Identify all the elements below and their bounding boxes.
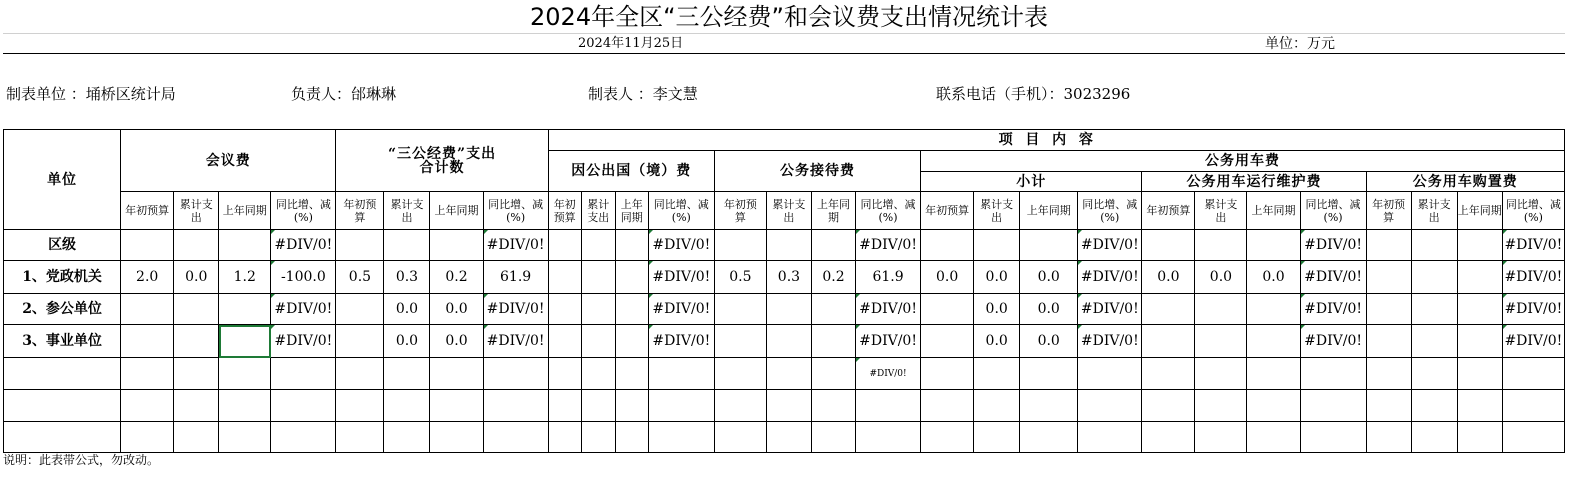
subheader-cumulative: 累计支 出 — [174, 192, 219, 230]
table-cell[interactable] — [581, 390, 615, 422]
table-cell[interactable]: 61.9 — [856, 261, 921, 294]
table-cell[interactable] — [1247, 390, 1300, 422]
table-cell[interactable] — [483, 390, 548, 422]
table-cell[interactable] — [174, 390, 219, 422]
table-cell[interactable] — [1195, 325, 1247, 358]
table-cell[interactable]: 0.0 — [1020, 261, 1078, 294]
table-cell[interactable] — [271, 422, 336, 453]
table-cell[interactable] — [1020, 230, 1078, 261]
subheader-yoy: 同比增、减 (%) — [1502, 192, 1564, 230]
table-cell[interactable] — [1142, 294, 1195, 325]
table-cell[interactable] — [548, 422, 581, 453]
row-label — [4, 390, 121, 422]
subheader-budget: 年初预算 — [121, 192, 174, 230]
table-cell[interactable] — [921, 325, 974, 358]
table-cell[interactable]: 0.0 — [974, 294, 1020, 325]
table-cell[interactable]: #DIV/0! — [856, 294, 921, 325]
table-cell[interactable] — [1366, 422, 1411, 453]
table-cell[interactable] — [974, 230, 1020, 261]
subheader-budget: 年初预 算 — [336, 192, 384, 230]
table-cell[interactable] — [615, 325, 648, 358]
table-cell[interactable]: #DIV/0! — [271, 230, 336, 261]
table-cell[interactable] — [219, 294, 271, 325]
table-cell[interactable]: 0.0 — [1020, 325, 1078, 358]
table-cell[interactable] — [1366, 325, 1411, 358]
table-cell[interactable] — [921, 390, 974, 422]
table-cell[interactable]: #DIV/0! — [856, 230, 921, 261]
table-cell[interactable]: #DIV/0! — [483, 230, 548, 261]
table-row — [4, 294, 1565, 325]
table-cell[interactable] — [1411, 261, 1457, 294]
row-label — [4, 422, 121, 453]
table-cell[interactable] — [174, 358, 219, 390]
table-cell[interactable] — [615, 422, 648, 453]
table-cell[interactable]: -100.0 — [271, 261, 336, 294]
table-cell[interactable] — [1457, 230, 1502, 261]
table-cell[interactable] — [648, 358, 714, 390]
table-cell[interactable]: #DIV/0! — [1078, 294, 1142, 325]
header-meeting-fee: 会议费 — [121, 130, 336, 192]
table-cell[interactable] — [271, 358, 336, 390]
row-label: 2、参公单位 — [4, 294, 121, 325]
table-cell[interactable]: 0.0 — [1020, 294, 1078, 325]
table-cell[interactable]: #DIV/0! — [271, 325, 336, 358]
table-cell[interactable] — [174, 294, 219, 325]
table-cell[interactable] — [581, 422, 615, 453]
table-row — [4, 261, 1565, 294]
table-cell[interactable] — [219, 325, 271, 358]
table-cell[interactable]: 1.2 — [219, 261, 271, 294]
table-cell[interactable] — [219, 390, 271, 422]
table-cell[interactable]: 0.0 — [430, 294, 483, 325]
table-cell[interactable] — [384, 230, 430, 261]
table-cell[interactable] — [121, 325, 174, 358]
table-cell[interactable] — [548, 358, 581, 390]
table-row — [4, 390, 1565, 422]
table-cell[interactable]: 0.0 — [1195, 261, 1247, 294]
table-cell[interactable] — [271, 390, 336, 422]
table-cell[interactable]: #DIV/0! — [648, 230, 714, 261]
table-cell[interactable]: #DIV/0! — [1300, 261, 1366, 294]
table-cell[interactable] — [766, 358, 811, 390]
header-vehicle-maintenance: 公务用车运行维护费 — [1142, 172, 1366, 192]
formula-marker-icon — [1301, 325, 1305, 329]
formula-marker-icon — [856, 325, 860, 329]
table-cell[interactable] — [1142, 422, 1195, 453]
formula-marker-icon — [484, 325, 488, 329]
subheader-prev-year: 上年同期 — [430, 192, 483, 230]
table-cell[interactable] — [1195, 422, 1247, 453]
table-cell[interactable] — [1366, 294, 1411, 325]
table-cell[interactable] — [121, 422, 174, 453]
subheader-yoy: 同比增、减 (%) — [1300, 192, 1366, 230]
header-abroad-fee: 因公出国（境）费 — [548, 151, 714, 192]
formula-marker-icon — [1078, 325, 1082, 329]
table-cell[interactable] — [384, 358, 430, 390]
table-row — [4, 422, 1565, 453]
table-cell[interactable] — [121, 358, 174, 390]
table-cell[interactable] — [121, 294, 174, 325]
row-label: 3、事业单位 — [4, 325, 121, 358]
table-cell[interactable] — [430, 230, 483, 261]
table-cell[interactable] — [174, 230, 219, 261]
table-cell[interactable] — [1020, 390, 1078, 422]
subheader-cumulative: 累计支 出 — [974, 192, 1020, 230]
table-cell[interactable] — [766, 294, 811, 325]
table-cell[interactable] — [1457, 422, 1502, 453]
formula-marker-icon — [1301, 230, 1305, 234]
table-cell[interactable] — [1457, 294, 1502, 325]
table-cell[interactable] — [1366, 261, 1411, 294]
table-cell[interactable] — [336, 294, 384, 325]
subheader-yoy: 同比增、减 (%) — [483, 192, 548, 230]
table-cell[interactable]: #DIV/0! — [648, 294, 714, 325]
table-cell[interactable] — [483, 422, 548, 453]
subheader-budget: 年初预算 — [1142, 192, 1195, 230]
table-cell[interactable] — [1411, 422, 1457, 453]
formula-marker-icon — [1503, 261, 1507, 265]
table-row — [4, 325, 1565, 358]
table-cell[interactable] — [1457, 358, 1502, 390]
table-cell[interactable] — [1457, 390, 1502, 422]
table-cell[interactable] — [1502, 358, 1564, 390]
table-cell[interactable] — [1142, 230, 1195, 261]
subheader-row — [4, 192, 1565, 230]
report-date: 2024年11月25日 — [578, 36, 684, 51]
formula-marker-icon — [856, 358, 860, 362]
table-cell[interactable] — [174, 325, 219, 358]
table-cell[interactable] — [174, 422, 219, 453]
formula-marker-icon — [1078, 294, 1082, 298]
table-cell[interactable] — [974, 422, 1020, 453]
formula-marker-icon — [649, 261, 653, 265]
table-cell[interactable] — [811, 230, 855, 261]
table-cell[interactable] — [1300, 358, 1366, 390]
header-sangong-line2: 合计数 — [419, 159, 465, 176]
table-cell[interactable] — [219, 422, 271, 453]
formula-marker-icon — [271, 230, 275, 234]
subheader-cumulative: 累计 支出 — [581, 192, 615, 230]
table-cell[interactable] — [336, 390, 384, 422]
table-cell[interactable] — [648, 422, 714, 453]
formula-marker-icon — [271, 325, 275, 329]
table-cell[interactable] — [384, 390, 430, 422]
table-cell[interactable] — [1411, 230, 1457, 261]
table-cell[interactable]: 0.3 — [384, 261, 430, 294]
table-cell[interactable] — [974, 358, 1020, 390]
subheader-budget: 年初预 算 — [714, 192, 766, 230]
table-cell[interactable]: #DIV/0! — [648, 325, 714, 358]
table-cell[interactable] — [811, 422, 855, 453]
subheader-yoy: 同比增、减 (%) — [1078, 192, 1142, 230]
subheader-prev-year: 上年同期 — [1247, 192, 1300, 230]
table-cell[interactable] — [1142, 325, 1195, 358]
table-cell[interactable] — [336, 422, 384, 453]
table-cell[interactable] — [714, 422, 766, 453]
table-cell[interactable] — [1247, 294, 1300, 325]
subheader-cumulative: 累计支 出 — [1195, 192, 1247, 230]
formula-marker-icon — [1301, 261, 1305, 265]
table-cell[interactable] — [921, 230, 974, 261]
table-cell[interactable] — [219, 230, 271, 261]
subheader-yoy: 同比增、减 (%) — [648, 192, 714, 230]
formula-marker-icon — [1503, 230, 1507, 234]
table-cell[interactable] — [615, 230, 648, 261]
footnote: 说明：此表带公式，勿改动。 — [3, 453, 160, 467]
table-cell[interactable] — [219, 358, 271, 390]
table-cell[interactable]: #DIV/0! — [1300, 230, 1366, 261]
formula-marker-icon — [1078, 230, 1082, 234]
table-cell[interactable] — [648, 390, 714, 422]
table-row — [4, 358, 1565, 390]
table-cell[interactable] — [615, 261, 648, 294]
formula-marker-icon — [271, 294, 275, 298]
table-cell[interactable] — [1411, 294, 1457, 325]
phone-field: 联系电话（手机）：3023296 — [936, 85, 1131, 103]
formula-marker-icon — [856, 230, 860, 234]
table-cell[interactable] — [581, 358, 615, 390]
table-cell[interactable] — [766, 325, 811, 358]
table-cell[interactable]: #DIV/0! — [483, 294, 548, 325]
header-sangong-total — [336, 130, 548, 192]
table-cell[interactable]: #DIV/0! — [856, 358, 921, 390]
table-cell[interactable] — [1020, 422, 1078, 453]
table-cell[interactable] — [811, 358, 855, 390]
table-cell[interactable] — [1411, 325, 1457, 358]
table-cell[interactable] — [581, 230, 615, 261]
table-cell[interactable] — [766, 422, 811, 453]
table-cell[interactable]: #DIV/0! — [1078, 230, 1142, 261]
subheader-budget: 年初 预算 — [548, 192, 581, 230]
table-cell[interactable] — [1142, 358, 1195, 390]
table-cell[interactable]: #DIV/0! — [1300, 325, 1366, 358]
formula-marker-icon — [649, 325, 653, 329]
table-cell[interactable] — [1078, 358, 1142, 390]
subheader-yoy: 同比增、减 (%) — [271, 192, 336, 230]
table-cell[interactable] — [921, 358, 974, 390]
table-cell[interactable]: #DIV/0! — [271, 294, 336, 325]
page-title: 2024年全区“三公经费”和会议费支出情况统计表 — [530, 3, 1048, 31]
header-project-content: 项 目 内 容 — [548, 130, 1564, 151]
statistics-table — [3, 129, 1565, 453]
table-cell[interactable] — [856, 390, 921, 422]
table-cell[interactable]: #DIV/0! — [483, 325, 548, 358]
table-cell[interactable] — [1300, 422, 1366, 453]
table-cell[interactable]: #DIV/0! — [1502, 230, 1564, 261]
table-cell[interactable] — [1411, 390, 1457, 422]
table-cell[interactable]: 0.0 — [1142, 261, 1195, 294]
table-cell[interactable] — [384, 422, 430, 453]
table-cell[interactable]: #DIV/0! — [1502, 294, 1564, 325]
subheader-yoy: 同比增、减 (%) — [856, 192, 921, 230]
table-cell[interactable] — [1195, 358, 1247, 390]
table-cell[interactable] — [811, 325, 855, 358]
divider — [3, 53, 1565, 54]
table-cell[interactable] — [714, 325, 766, 358]
table-cell[interactable] — [1366, 230, 1411, 261]
table-cell[interactable] — [548, 261, 581, 294]
row-label — [4, 358, 121, 390]
table-cell[interactable] — [714, 294, 766, 325]
table-cell[interactable] — [581, 294, 615, 325]
header-sangong-line1: “三公经费”支出 — [387, 145, 497, 162]
table-cell[interactable] — [336, 358, 384, 390]
subheader-prev-year: 上年 同期 — [615, 192, 648, 230]
table-cell[interactable] — [811, 294, 855, 325]
table-cell[interactable] — [1502, 422, 1564, 453]
formula-marker-icon — [484, 294, 488, 298]
table-cell[interactable] — [1020, 358, 1078, 390]
table-cell[interactable]: #DIV/0! — [1502, 325, 1564, 358]
table-cell[interactable]: 61.9 — [483, 261, 548, 294]
formula-marker-icon — [484, 230, 488, 234]
subheader-prev-year: 上年同期 — [1457, 192, 1502, 230]
table-cell[interactable] — [548, 294, 581, 325]
table-cell[interactable]: 0.0 — [384, 325, 430, 358]
table-cell[interactable]: 0.0 — [174, 261, 219, 294]
table-cell[interactable]: #DIV/0! — [1078, 261, 1142, 294]
table-cell[interactable] — [1457, 325, 1502, 358]
table-cell[interactable] — [921, 422, 974, 453]
table-cell[interactable] — [336, 230, 384, 261]
formula-marker-icon — [649, 230, 653, 234]
preparer-field: 制表人 ：李文慧 — [588, 85, 698, 103]
header-unit: 单位 — [4, 130, 121, 230]
header-vehicle-purchase: 公务用车购置费 — [1366, 172, 1564, 192]
table-cell[interactable] — [548, 390, 581, 422]
table-cell[interactable] — [1195, 230, 1247, 261]
table-cell[interactable] — [714, 390, 766, 422]
table-cell[interactable]: 2.0 — [121, 261, 174, 294]
table-cell[interactable] — [856, 422, 921, 453]
row-label: 区级 — [4, 230, 121, 261]
header-vehicle-fee: 公务用车费 — [921, 151, 1565, 172]
subheader-budget: 年初预 算 — [1366, 192, 1411, 230]
table-cell[interactable] — [121, 390, 174, 422]
formula-marker-icon — [1503, 294, 1507, 298]
table-cell[interactable] — [1411, 358, 1457, 390]
table-cell[interactable]: 0.3 — [766, 261, 811, 294]
formula-marker-icon — [271, 261, 275, 265]
subheader-prev-year: 上年同期 — [1020, 192, 1078, 230]
table-cell[interactable] — [811, 390, 855, 422]
table-cell[interactable] — [1195, 390, 1247, 422]
unit-label: 单位：万元 — [1265, 36, 1335, 52]
table-cell[interactable] — [1078, 390, 1142, 422]
table-cell[interactable]: 0.2 — [811, 261, 855, 294]
table-row — [4, 230, 1565, 261]
table-cell[interactable] — [1247, 358, 1300, 390]
formula-marker-icon — [1301, 294, 1305, 298]
formula-marker-icon — [649, 294, 653, 298]
table-cell[interactable] — [974, 390, 1020, 422]
table-cell[interactable]: 0.0 — [430, 325, 483, 358]
table-cell[interactable] — [336, 325, 384, 358]
table-cell[interactable] — [615, 358, 648, 390]
table-cell[interactable] — [548, 325, 581, 358]
subheader-cumulative: 累计支 出 — [766, 192, 811, 230]
subheader-prev-year: 上年同 期 — [811, 192, 855, 230]
table-cell[interactable] — [1366, 358, 1411, 390]
table-cell[interactable] — [615, 294, 648, 325]
table-cell[interactable]: 0.0 — [921, 261, 974, 294]
table-cell[interactable] — [483, 358, 548, 390]
table-cell[interactable] — [430, 390, 483, 422]
leader-field: 负责人：邰琳琳 — [291, 85, 397, 103]
table-cell[interactable] — [766, 230, 811, 261]
table-cell[interactable]: 0.5 — [336, 261, 384, 294]
table-cell[interactable]: 0.0 — [384, 294, 430, 325]
prepared-unit: 制表单位 ：埇桥区统计局 — [6, 85, 176, 103]
table-cell[interactable]: 0.5 — [714, 261, 766, 294]
table-cell[interactable]: 0.0 — [974, 325, 1020, 358]
table-cell[interactable] — [1142, 390, 1195, 422]
table-cell[interactable] — [615, 390, 648, 422]
table-cell[interactable] — [581, 261, 615, 294]
subheader-cumulative: 累计支 出 — [384, 192, 430, 230]
table-cell[interactable] — [1247, 422, 1300, 453]
table-cell[interactable] — [1247, 230, 1300, 261]
table-cell[interactable] — [1195, 294, 1247, 325]
header-subtotal: 小计 — [921, 172, 1142, 192]
table-cell[interactable] — [1457, 261, 1502, 294]
subheader-budget: 年初预算 — [921, 192, 974, 230]
subheader-prev-year: 上年同期 — [219, 192, 271, 230]
table-cell[interactable] — [714, 358, 766, 390]
table-cell[interactable]: #DIV/0! — [1078, 325, 1142, 358]
table-cell[interactable] — [430, 358, 483, 390]
formula-marker-icon — [856, 294, 860, 298]
table-cell[interactable] — [581, 325, 615, 358]
table-cell[interactable] — [1502, 390, 1564, 422]
table-cell[interactable]: #DIV/0! — [1502, 261, 1564, 294]
table-cell[interactable] — [121, 230, 174, 261]
table-cell[interactable]: 0.0 — [1247, 261, 1300, 294]
formula-marker-icon — [1503, 325, 1507, 329]
table-cell[interactable] — [430, 422, 483, 453]
table-cell[interactable] — [766, 390, 811, 422]
table-cell[interactable] — [1247, 325, 1300, 358]
formula-marker-icon — [1078, 261, 1082, 265]
table-cell[interactable] — [921, 294, 974, 325]
table-cell[interactable]: #DIV/0! — [1300, 294, 1366, 325]
table-cell[interactable] — [548, 230, 581, 261]
table-cell[interactable] — [714, 230, 766, 261]
table-cell[interactable]: #DIV/0! — [856, 325, 921, 358]
header-reception-fee: 公务接待费 — [714, 151, 920, 192]
table-cell[interactable]: 0.0 — [974, 261, 1020, 294]
row-label: 1、党政机关 — [4, 261, 121, 294]
table-cell[interactable]: #DIV/0! — [648, 261, 714, 294]
subheader-cumulative: 累计支 出 — [1411, 192, 1457, 230]
table-cell[interactable] — [1366, 390, 1411, 422]
table-cell[interactable]: 0.2 — [430, 261, 483, 294]
table-cell[interactable] — [1078, 422, 1142, 453]
table-cell[interactable] — [1300, 390, 1366, 422]
